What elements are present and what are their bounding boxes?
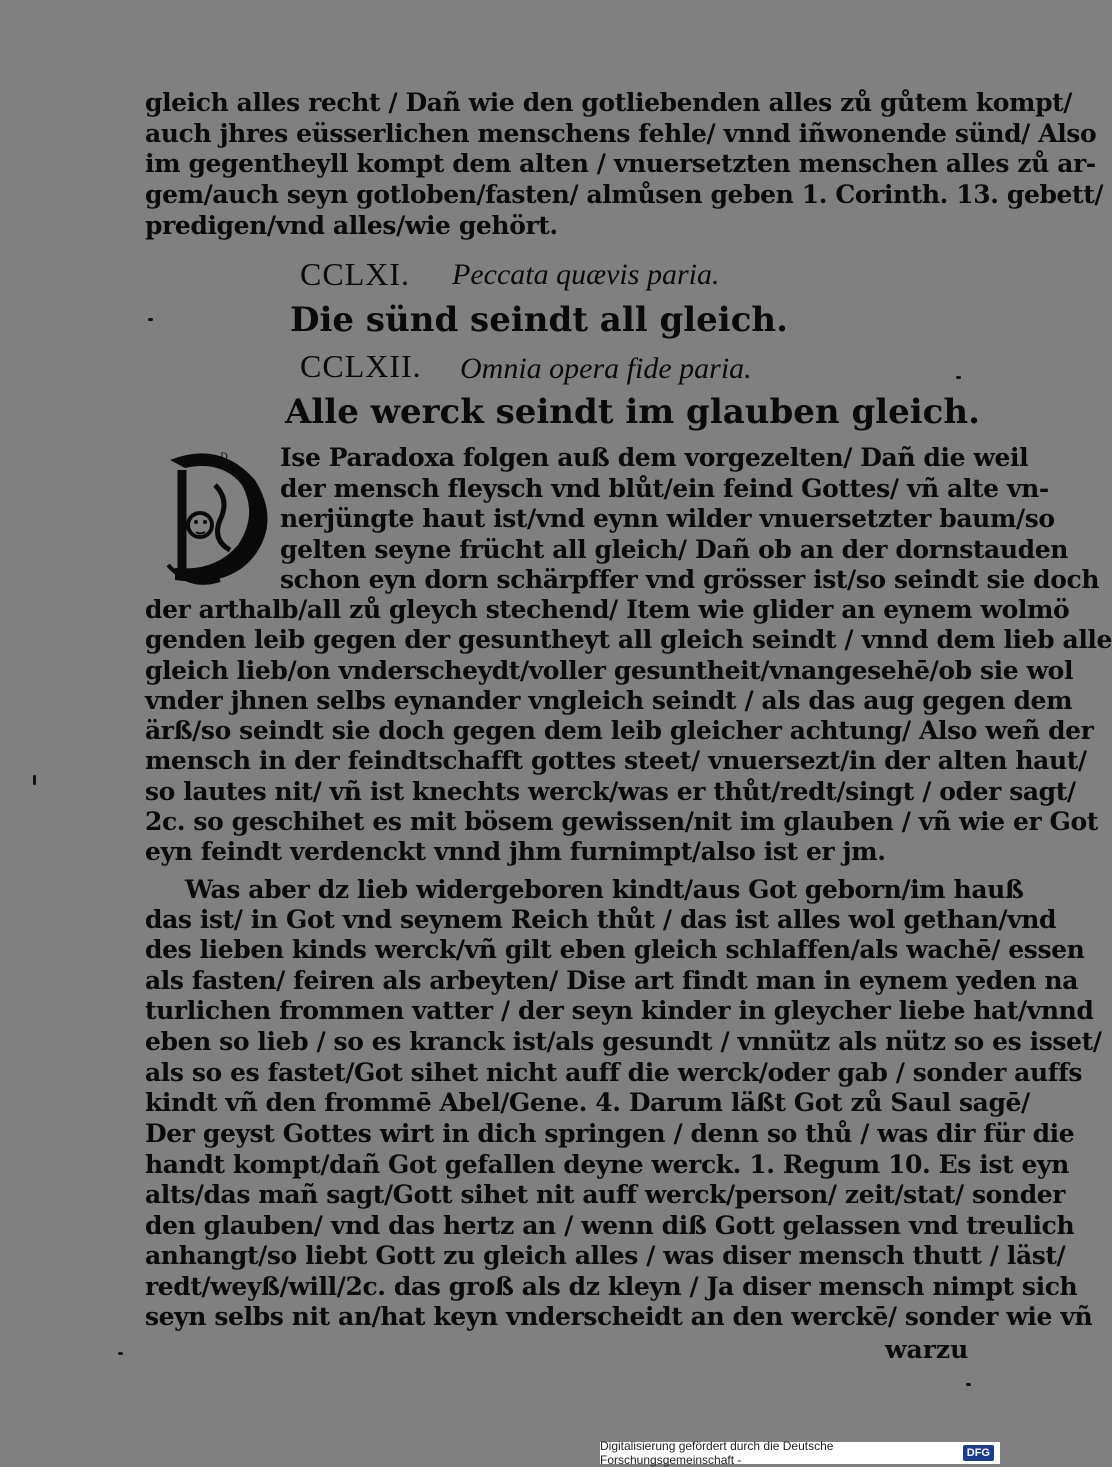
text-line: mensch in der feindtschafft gottes steet/ vnuersezt/in der alten haut/ — [145, 746, 1087, 775]
scan-speck — [33, 775, 36, 785]
scan-speck — [966, 1383, 971, 1386]
text-line: der arthalb/all zů gleych stechend/ Item wie glider an eynem wolmö — [145, 595, 1070, 624]
digitization-footer — [600, 1439, 1000, 1467]
text-line: gleich lieb/on vnderscheydt/voller gesuntheit/vnangesehē/ob sie wol — [145, 656, 1074, 685]
text-line: gem/auch seyn gotloben/fasten/ almůsen geben 1. Corinth. 13. gebett/ — [145, 180, 1104, 209]
text-line: schon eyn dorn schärpffer vnd grösser ist/so seindt sie doch — [280, 565, 1100, 594]
section-latin-title: Peccata quævis paria. — [452, 258, 720, 291]
text-line: den glauben/ vnd das hertz an / wenn diß Gott gelassen vnd treulich — [145, 1211, 1075, 1240]
text-line: Der geyst Gottes wirt in dich springen / denn so thů / was dir für die — [145, 1119, 1075, 1148]
scan-speck — [148, 318, 153, 321]
scan-speck — [118, 1352, 123, 1355]
text-line: anhangt/so liebt Gott zu gleich alles / was diser mensch thutt / läst/ — [145, 1241, 1066, 1270]
text-line: das ist/ in Got vnd seynem Reich thůt / das ist alles wol gethan/vnd — [145, 905, 1057, 934]
text-line: auch jhres eüsserlichen menschens fehle/ vnnd iñwonende sünd/ Also — [145, 119, 1097, 148]
text-line: Ise Paradoxa folgen auß dem vorgezelten/ Dañ die weil — [280, 443, 1029, 472]
text-line: redt/weyß/will/2c. das groß als dz kleyn / Ja diser mensch nimpt sich — [145, 1272, 1078, 1301]
text-line: turlichen frommen vatter / der seyn kinder in gleycher liebe hat/vnnd — [145, 996, 1094, 1025]
svg-text:D: D — [220, 452, 229, 463]
text-line: eyn feindt verdenckt vnnd jhm furnimpt/also ist er jm. — [145, 837, 886, 866]
text-line: vnder jhnen selbs eynander vngleich seindt / als das aug gegen dem — [145, 686, 1073, 715]
text-line: Was aber dz lieb widergeboren kindt/aus Got geborn/im hauß — [185, 875, 1024, 904]
text-line: seyn selbs nit an/hat keyn vnderscheidt an den werckē/ sonder wie vñ — [145, 1302, 1093, 1331]
footer-credit-text: Digitalisierung gefördert durch die Deutsche Forschungsgemeinschaft - — [600, 1439, 834, 1467]
dfg-logo-icon[interactable]: DFG — [963, 1445, 994, 1461]
text-line: ärß/so seindt sie doch gegen dem leib gleicher achtung/ Also weñ der — [145, 716, 1094, 745]
section-german-title: Alle werck seindt im glauben gleich. — [285, 392, 980, 432]
text-line: gelten seyne frücht all gleich/ Dañ ob an der dornstauden — [280, 535, 1068, 564]
text-line: 2c. so geschihet es mit bösem gewissen/nit im glauben / vñ wie er Got — [145, 807, 1098, 836]
text-line: kindt vñ den frommē Abel/Gene. 4. Darum läßt Got zů Saul sagē/ — [145, 1088, 1030, 1117]
text-line: nerjüngte haut ist/vnd eynn wilder vnuersetzter baum/so — [280, 504, 1055, 533]
text-line: gleich alles recht / Dañ wie den gotliebenden alles zů gůtem kompt/ — [145, 88, 1073, 117]
text-line: der mensch fleysch vnd blůt/ein feind Gottes/ vñ alte vn- — [280, 474, 1049, 503]
text-line: handt kompt/dañ Got gefallen deyne werck. 1. Regum 10. Es ist eyn — [145, 1150, 1069, 1179]
text-line: als fasten/ feiren als arbeyten/ Dise art findt man in eynem yeden na — [145, 966, 1078, 995]
catchword: warzu — [885, 1335, 969, 1364]
section-number: CCLXII. — [300, 348, 422, 384]
text-line: alts/das mañ sagt/Gott sihet nit auff werck/person/ zeit/stat/ sonder — [145, 1180, 1066, 1209]
section-number: CCLXI. — [300, 256, 410, 292]
text-line: als so es fastet/Got sihet nicht auff die werck/oder gab / sonder auffs — [145, 1058, 1083, 1087]
text-line: im gegentheyll kompt dem alten / vnuersetzten menschen alles zů ar- — [145, 149, 1096, 178]
text-line: predigen/vnd alles/wie gehört. — [145, 211, 558, 240]
text-line: so lautes nit/ vñ ist knechts werck/was er thůt/redt/singt / oder sagt/ — [145, 777, 1076, 806]
section-latin-title: Omnia opera fide paria. — [460, 352, 752, 385]
decorated-initial-d-icon — [160, 440, 282, 590]
text-line: des lieben kinds werck/vñ gilt eben gleich schlaffen/als wachē/ essen — [145, 935, 1085, 964]
scan-speck — [956, 376, 961, 379]
section-german-title: Die sünd seindt all gleich. — [290, 300, 788, 340]
text-line: genden leib gegen der gesuntheyt all gleich seindt / vnnd dem lieb alle — [145, 625, 1112, 654]
text-line: eben so lieb / so es kranck ist/als gesundt / vnnütz als nütz so es isset/ — [145, 1027, 1102, 1056]
